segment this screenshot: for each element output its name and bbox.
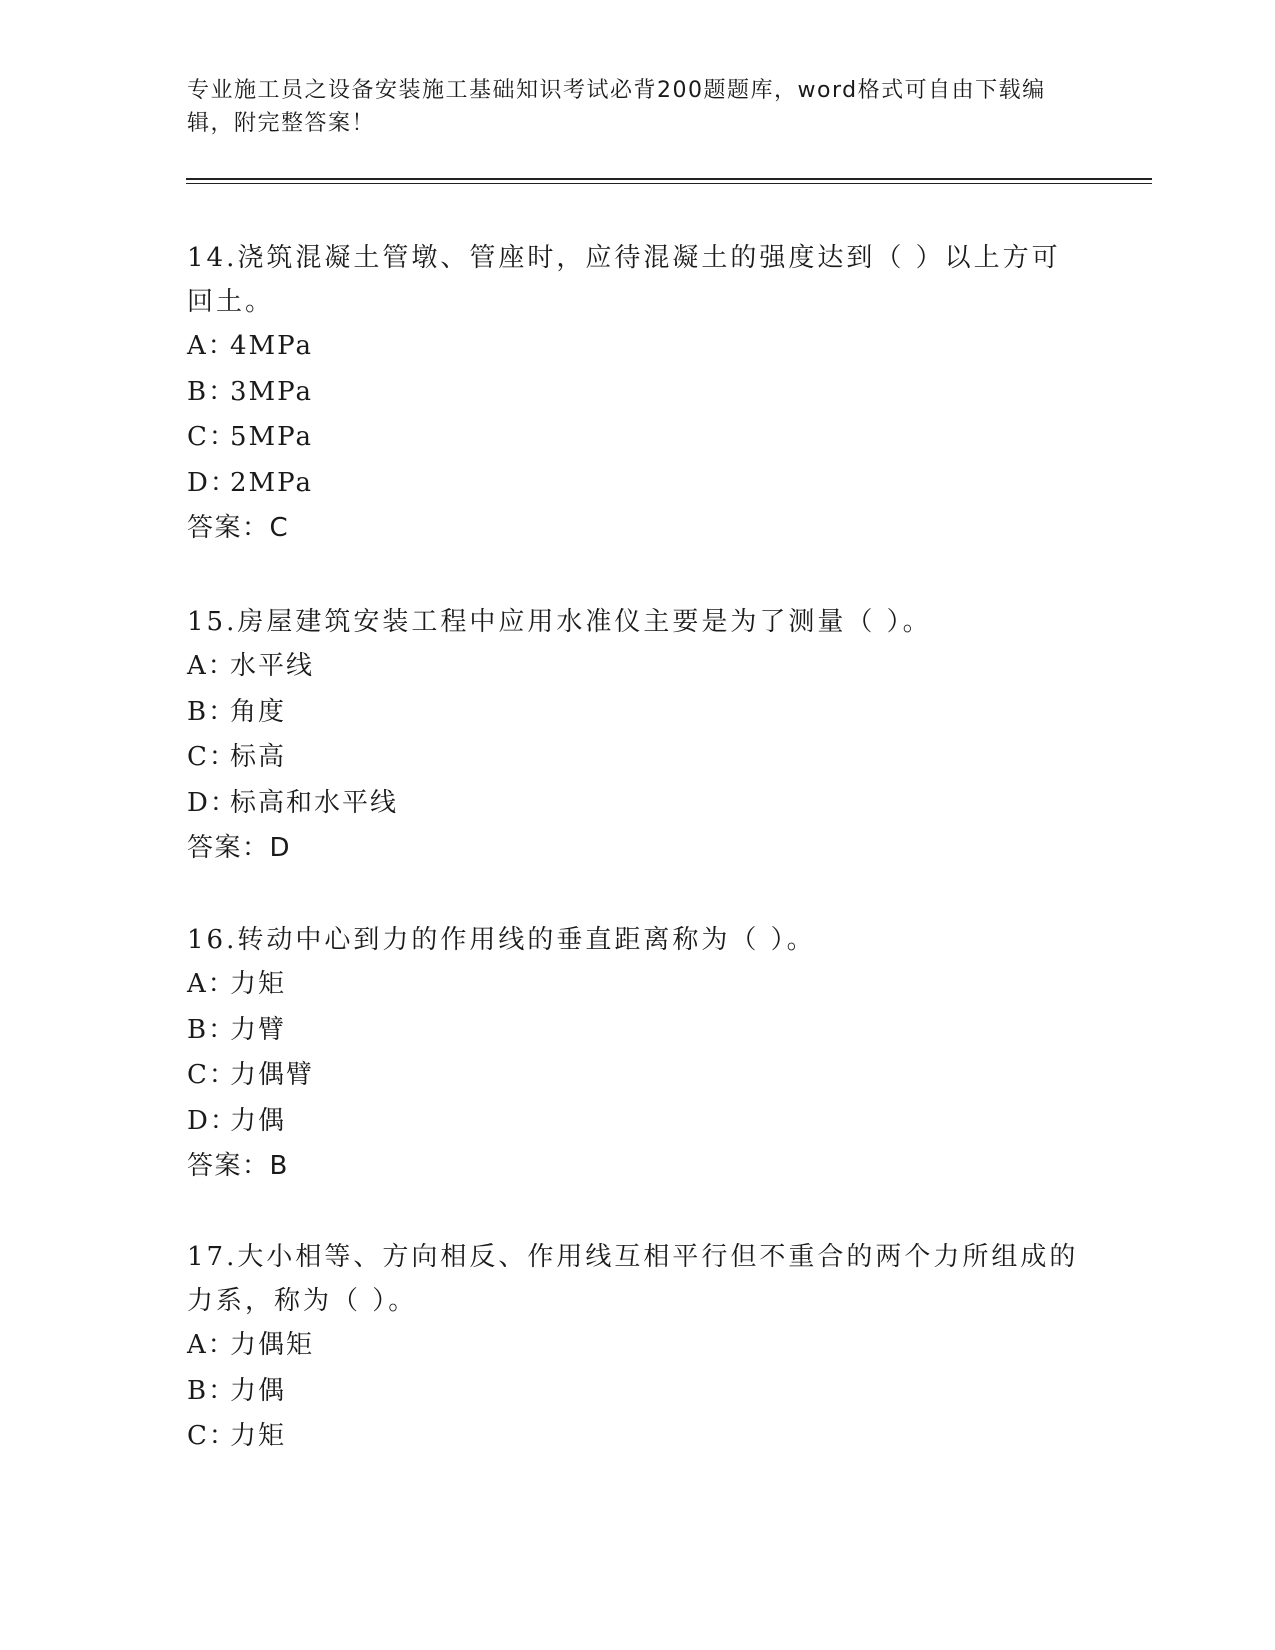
option-text: 力偶矩 — [230, 1330, 315, 1360]
option-key: C： — [187, 742, 237, 772]
question-stem: 16.转动中心到力的作用线的垂直距离称为（ ）。 — [187, 925, 816, 955]
question-16 — [187, 918, 1087, 1189]
option-key: B： — [187, 376, 237, 407]
option-text: 3MPa — [230, 376, 313, 407]
option-c — [187, 1414, 1087, 1460]
header-divider-top — [186, 178, 1152, 180]
option-b — [187, 370, 1087, 416]
document-header-title: 专业施工员之设备安装施工基础知识考试必背200题题库，word格式可自由下载编辑，附完整答案！ — [187, 78, 1046, 136]
option-text: 水平线 — [230, 651, 315, 681]
question-stem: 15.房屋建筑安装工程中应用水准仪主要是为了测量（ ）。 — [187, 607, 932, 637]
option-key: A： — [187, 331, 236, 361]
header-divider-bottom — [186, 183, 1152, 184]
option-key: D： — [187, 1105, 238, 1136]
option-key: D： — [187, 467, 238, 498]
option-key: A： — [187, 1330, 236, 1360]
option-b — [187, 1008, 1087, 1054]
option-text: 力矩 — [230, 969, 287, 999]
option-text: 角度 — [230, 696, 287, 727]
question-15 — [187, 600, 1087, 871]
option-key: B： — [187, 696, 237, 727]
question-14 — [187, 236, 1087, 551]
option-key: B： — [187, 1375, 237, 1406]
option-c — [187, 735, 1087, 781]
option-text: 力偶 — [230, 1105, 287, 1136]
answer-line: 答案：C — [187, 513, 290, 543]
option-d — [187, 781, 1087, 827]
option-text: 4MPa — [230, 331, 313, 361]
option-key: A： — [187, 651, 236, 681]
option-b — [187, 1369, 1087, 1415]
option-text: 标高 — [230, 742, 287, 772]
option-c — [187, 1053, 1087, 1099]
option-c — [187, 415, 1087, 461]
option-a — [187, 962, 1087, 1008]
option-text: 5MPa — [230, 422, 313, 452]
question-17 — [187, 1235, 1087, 1460]
option-a — [187, 1323, 1087, 1369]
option-a — [187, 324, 1087, 370]
option-text: 力偶 — [230, 1375, 287, 1406]
option-d — [187, 461, 1087, 507]
option-key: C： — [187, 1421, 237, 1451]
option-b — [187, 690, 1087, 736]
option-a — [187, 644, 1087, 690]
option-key: D： — [187, 787, 238, 818]
option-d — [187, 1099, 1087, 1145]
option-text: 力矩 — [230, 1421, 287, 1451]
option-key: C： — [187, 1060, 237, 1090]
option-key: A： — [187, 969, 236, 999]
option-key: B： — [187, 1014, 237, 1045]
option-text: 力偶臂 — [230, 1060, 315, 1090]
answer-line: 答案：D — [187, 833, 292, 863]
option-text: 2MPa — [230, 467, 313, 498]
question-stem: 14.浇筑混凝土管墩、管座时，应待混凝土的强度达到（ ）以上方可回土。 — [187, 243, 1061, 317]
question-stem: 17.大小相等、方向相反、作用线互相平行但不重合的两个力所组成的力系，称为（ ）。 — [187, 1242, 1079, 1316]
option-text: 标高和水平线 — [230, 787, 399, 818]
option-key: C： — [187, 422, 237, 452]
option-text: 力臂 — [230, 1014, 287, 1045]
answer-line: 答案：B — [187, 1151, 289, 1181]
